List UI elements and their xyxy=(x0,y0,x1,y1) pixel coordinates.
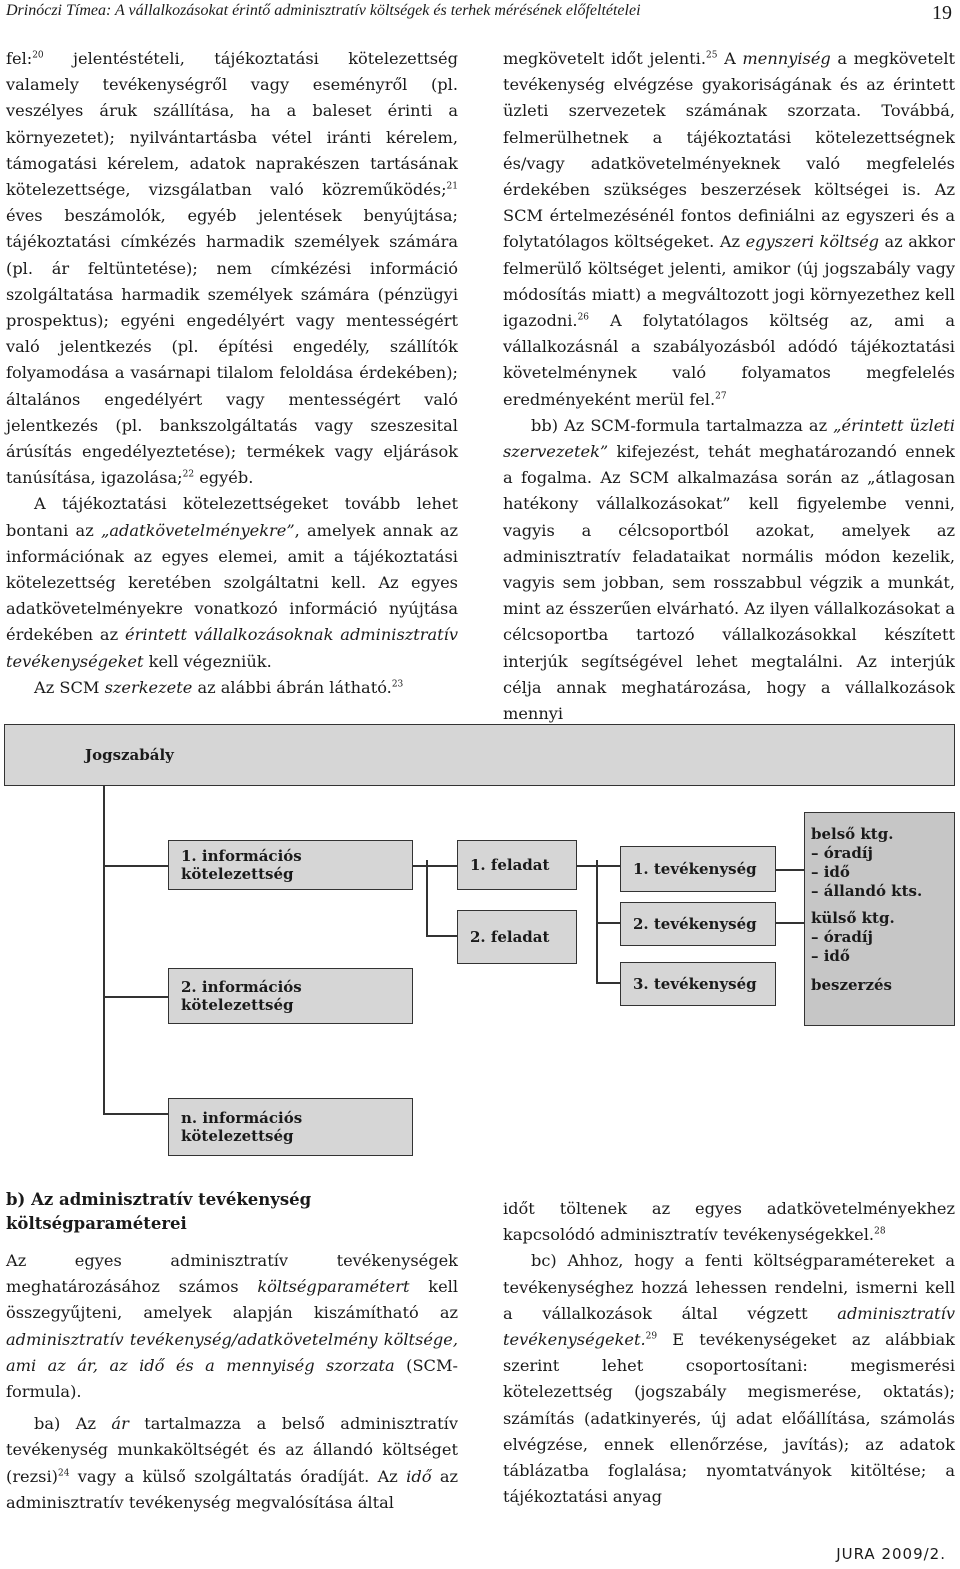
section-heading: b) Az adminisztratív tevékenység költségparaméterei xyxy=(6,1190,312,1233)
footnote-ref-21[interactable]: 21 xyxy=(446,181,458,192)
internal-cost-group: belső ktg. – óradíj – idő – állandó kts. xyxy=(811,825,923,900)
paragraph: bc) Ahhoz, hogy a fenti költségparamétereket a tevékenységhez hozzá lehessen rendelni, ismerni kell a vállalkozások által végzett adminisztratív tevékenységeket.$^{29}$ E tevékenységeket az alábbiak szerint lehet csoportosítani: megismerési kötelezettség (jogszabály megismerése, oktatás); számítás (adatkinyerés, új adat előállítása, számolás elvégzése, ennek ellenőrzése, javítás); az adatok táblázatba foglalása; nyomtatványok kitöltése; a tájékoztatási anyag xyxy=(503,1251,955,1507)
connector-line xyxy=(426,860,428,937)
footnote-ref-27[interactable]: 27 xyxy=(715,391,727,402)
activity-box-2: 2. tevékenység xyxy=(620,902,776,946)
running-header xyxy=(6,2,956,26)
bottom-left-column xyxy=(6,1188,458,1516)
paragraph: Az SCM szerkezete az alábbi ábrán látható.$^{23}$ xyxy=(34,677,404,697)
task-box-1: 1. feladat xyxy=(457,840,577,890)
task-box-2: 2. feladat xyxy=(457,910,577,964)
connector-line xyxy=(576,865,620,867)
connector-line xyxy=(596,982,620,984)
top-right-column xyxy=(503,46,955,727)
obligation-box-n: n. információs kötelezettség xyxy=(168,1098,413,1156)
footnote-ref-29[interactable]: 29 xyxy=(645,1331,658,1342)
activity-box-3: 3. tevékenység xyxy=(620,962,776,1006)
connector-line xyxy=(775,869,805,871)
paragraph: bb) Az SCM-formula tartalmazza az „érintett üzleti szervezetek” kifejezést, tehát meghatározandó ennek a fogalma. Az SCM alkalmazása során az „átlagosan hatékony vállalkozásokat” kell figyelembe venni, vagyis a célcsoportból azokat, amelyek az adminisztratív feladataikat normális módon kezelik, vagyis sem jobban, sem rosszabbul végzik a munkát, mint az ésszerűen elvárható. Az ilyen vállalkozásokat a célcsoportba tartozó vállalkozásokkal készített interjúk segítségével lehet megtalálni. Az interjúk célja annak meghatározása, hogy a vállalkozások mennyi xyxy=(503,415,955,724)
procurement-label: beszerzés xyxy=(811,976,892,994)
journal-footer: JURA 2009/2. xyxy=(836,1545,946,1563)
footnote-ref-28[interactable]: 28 xyxy=(874,1226,886,1237)
top-left-column xyxy=(6,46,458,701)
paragraph: A tájékoztatási kötelezettségeket tovább lehet bontani az „adatkövetelményekre”, amelyek annak az információnak az egyes elemei, amit a tájékoztatási kötelezettség keretében szolgáltatni kell. Az egyes adatkövetelményekre vonatkozó információ nyújtása érdekében az érintett vállalkozásoknak adminisztratív tevékenységeket kell végezniük. xyxy=(6,494,458,671)
connector-line xyxy=(103,1113,169,1115)
paragraph: Az egyes adminisztratív tevékenységek meghatározásához számos költségparamétert kell összegyűjteni, amelyek alapján kiszámítható az adminisztratív tevékenység/adatkövetelmény költsége, ami az ár, az idő és a mennyiség szorzata (SCM-formula). xyxy=(6,1251,458,1402)
footnote-ref-24[interactable]: 24 xyxy=(57,1468,70,1479)
connector-line xyxy=(426,935,457,937)
footnote-ref-20[interactable]: 20 xyxy=(32,50,44,61)
running-title: Drinóczi Tímea: A vállalkozásokat érintő adminisztratív költségek és terhek mérésének előfeltételei xyxy=(6,2,641,19)
connector-line xyxy=(103,785,105,1115)
paragraph: fel:$^{20}$ jelentéstételi, tájékoztatási kötelezettség valamely tevékenységről vagy eseményről (pl. veszélyes áruk szállítása, ha a baleset érinti a környezetet); nyilvántartásba vétel iránti kérelem, támogatási kérelem, adatok naprakészen tartásának kötelezettsége, vizsgálatban való közreműködés;$^{21}$ éves beszámolók, egyéb jelentések benyújtása; tájékoztatási címkézés harmadik személyek számára (pl. ár feltüntetése); nem címkézési információ szolgáltatása harmadik személyek számára (pénzügyi prospektus); egyéni engedélyért vagy mentességért való jelentkezés (pl. építési engedély, szállítók folyamodása a vasárnapi tilalom feloldása érdekében); általános engedélyért vagy mentességért való jelentkezés (pl. bankszolgáltatás vagy szeszesital árúsítás engedélyeztetése); termékek vagy eljárások tanúsítása, igazolása;$^{22}$ egyéb. xyxy=(6,49,458,488)
connector-line xyxy=(775,922,805,924)
paragraph: időt töltenek az egyes adatkövetelményekhez kapcsolódó adminisztratív tevékenységekkel.$^{28}$ xyxy=(503,1199,955,1245)
law-box: Jogszabály xyxy=(4,724,955,786)
bottom-right-column xyxy=(503,1196,955,1510)
paragraph: megkövetelt időt jelenti.$^{25}$ A mennyiség a megkövetelt tevékenység elvégzése gyakoriságának és az érintett üzleti szervezetek számának szorzata. Továbbá, felmerülhetnek a tájékoztatási kötelezettségnek és/vagy adatkövetelményeknek való megfelelés érdekében szükséges beszerzések költségei is. Az SCM értelmezésénél fontos definiálni az egyszeri és a folytatólagos költségeket. Az egyszeri költség az akkor felmerülő költséget jelenti, amikor (új jogszabály vagy módosítás miatt) a megváltozott jogi környezethez kell igazodni.$^{26}$ A folytatólagos költség az, ami a vállalkozásnál a szabályozásból adódó tájékoztatási követelménynek való folyamatos megfelelés eredményeként merül fel.$^{27}$ xyxy=(503,49,956,409)
obligation-box-2: 2. információs kötelezettség xyxy=(168,968,413,1024)
connector-line xyxy=(596,922,620,924)
external-cost-group: külső ktg. – óradíj – idő xyxy=(811,909,895,965)
footnote-ref-23[interactable]: 23 xyxy=(391,679,404,690)
cost-parameters-box xyxy=(804,812,955,1026)
connector-line xyxy=(103,996,169,998)
paragraph: ba) Az ár tartalmazza a belső adminisztratív tevékenység munkaköltségét és az állandó költséget (rezsi)$^{24}$ vagy a külső szolgáltatás óradíját. Az idő az adminisztratív tevékenység megvalósítása által xyxy=(6,1414,459,1512)
footnote-ref-25[interactable]: 25 xyxy=(706,50,718,61)
connector-line xyxy=(103,865,169,867)
page-number: 19 xyxy=(932,2,952,24)
footnote-ref-22[interactable]: 22 xyxy=(182,469,195,480)
footnote-ref-26[interactable]: 26 xyxy=(577,312,590,323)
connector-line xyxy=(411,865,457,867)
obligation-box-1: 1. információs kötelezettség xyxy=(168,840,413,890)
activity-box-1: 1. tevékenység xyxy=(620,846,776,892)
